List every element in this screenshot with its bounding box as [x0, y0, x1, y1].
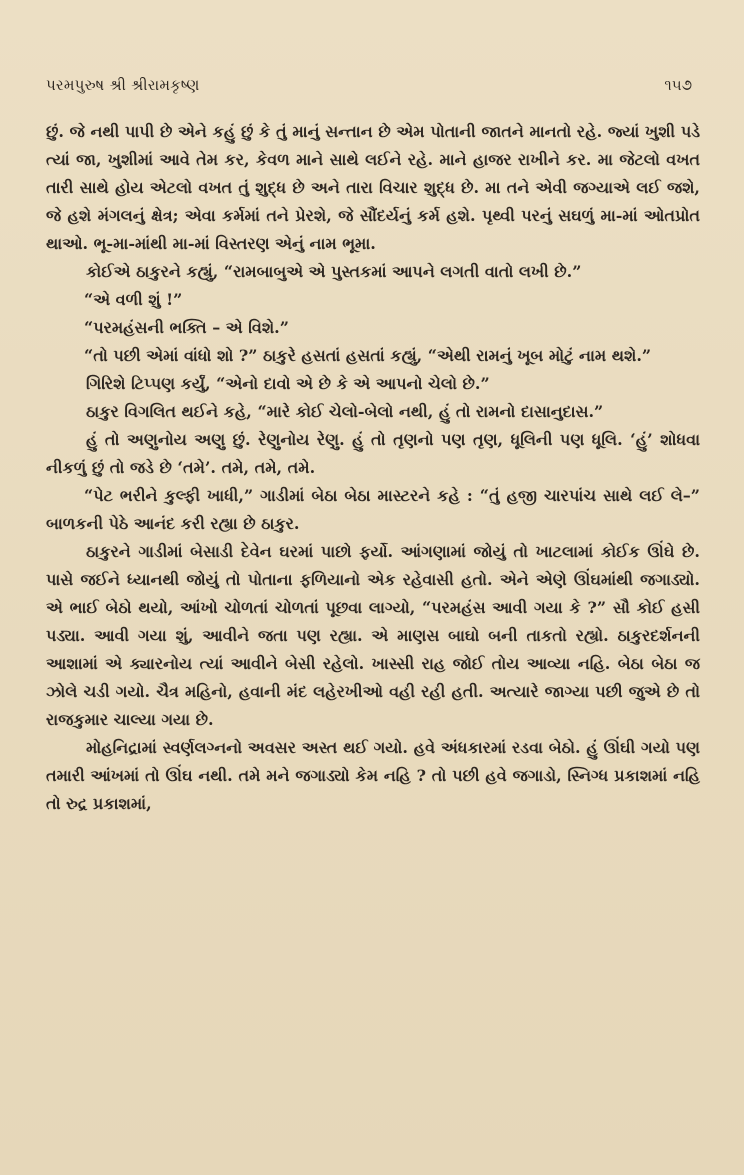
running-head: પરમપુરુષ શ્રી શ્રીરામકૃષ્ણ	[46, 76, 200, 94]
paragraph: “પરમહંસની ભક્તિ – એ વિશે.”	[84, 318, 289, 337]
page-body	[46, 118, 700, 818]
paragraph: “પેટ ભરીને કુલ્ફી ખાધી,” ગાડીમાં બેઠા બેઠા માસ્ટરને કહે : “તું હજી ચારપાંચ સાથે લઈ લે–” બાળકની પેઠે આનંદ કરી રહ્યા છે ઠાકુર.	[46, 486, 700, 533]
paragraph: કોઈએ ઠાકુરને કહ્યું, “રામબાબુએ એ પુસ્તકમાં આપને લગતી વાતો લખી છે.”	[86, 262, 582, 281]
paragraph: ઠાકુરને ગાડીમાં બેસાડી દેવેન ઘરમાં પાછો ફર્યો. આંગણામાં જોયું તો ખાટલામાં કોઈક ઊંઘે છે. પાસે જઈને ધ્યાનથી જોયું તો પોતાના ફળિયાનો એક રહેવાસી હતો. એને એણે ઊંઘમાંથી જગાડ્યો. એ ભાઈ બેઠો થયો, આંખો ચોળતાં ચોળતાં પૂછવા લાગ્યો, “પરમહંસ આવી ગયા કે ?” સૌ કોઈ હસી પડ્યા. આવી ગયા શું, આવીને જતા પણ રહ્યા. એ માણસ બાઘો બની તાકતો રહ્યો. ઠાકુરદર્શનની આશામાં એ ક્યારનોય ત્યાં આવીને બેસી રહેલો. ખાસ્સી રાહ જોઈ તોય આવ્યા નહિ. બેઠા બેઠા જ ઝોલે ચડી ગયો. ચૈત્ર મહિનો, હવાની મંદ લહેરખીઓ વહી રહી હતી. અત્યારે જાગ્યા પછી જુએ છે તો રાજકુમાર ચાલ્યા ગયા છે.	[46, 542, 700, 729]
page-number: ૧૫૭	[664, 76, 692, 94]
page-header	[46, 76, 700, 94]
paragraph: “તો પછી એમાં વાંધો શો ?” ઠાકુરે હસતાં હસતાં કહ્યું, “એથી રામનું ખૂબ મોટું નામ થશે.”	[84, 346, 652, 365]
paragraph: “એ વળી શું !”	[84, 290, 183, 309]
paragraph: છું. જે નથી પાપી છે એને કહું છું કે તું માનું સન્તાન છે એમ પોતાની જાતને માનતો રહે. જ્યાં ખુશી પડે ત્યાં જા, ખુશીમાં આવે તેમ કર, કેવળ માને સાથે લઈને રહે. માને હાજર રાખીને કર. મા જેટલો વખત તારી સાથે હોય એટલો વખત તું શુદ્ધ છે અને તારા વિચાર શુદ્ધ છે. મા તને એવી જગ્યાએ લઈ જશે, જે હશે મંગલનું ક્ષેત્ર; એવા કર્મમાં તને પ્રેરશે, જે સૌંદર્યનું કર્મ હશે. પૃથ્વી પરનું સઘળું મા-માં ઓતપ્રોત થાઓ. ભૂ-મા-માંથી મા-માં વિસ્તરણ એનું નામ ભૂમા.	[46, 122, 700, 253]
paragraph: ગિરિશે ટિપ્પણ કર્યું, “એનો દાવો એ છે કે એ આપનો ચેલો છે.”	[86, 374, 490, 393]
paragraph: મોહનિદ્રામાં સ્વર્ણલગ્નનો અવસર અસ્ત થઈ ગયો. હવે અંધકારમાં રડવા બેઠો. હું ઊંઘી ગયો પણ તમારી આંખમાં તો ઊંઘ નથી. તમે મને જગાડ્યો કેમ નહિ ? તો પછી હવે જગાડો, સ્નિગ્ધ પ્રકાશમાં નહિ તો રુદ્ર પ્રકાશમાં,	[46, 738, 700, 813]
paragraph: ઠાકુર વિગલિત થઈને કહે, “મારે કોઈ ચેલો-બેલો નથી, હું તો રામનો દાસાનુદાસ.”	[86, 402, 604, 421]
paragraph: હું તો અણુનોય અણુ છું. રેણુનોય રેણુ. હું તો તૃણનો પણ તૃણ, ધૂલિની પણ ધૂલિ. ‘હું’ શોધવા નીકળું છું તો જડે છે ‘તમે’. તમે, તમે, તમે.	[46, 430, 700, 477]
